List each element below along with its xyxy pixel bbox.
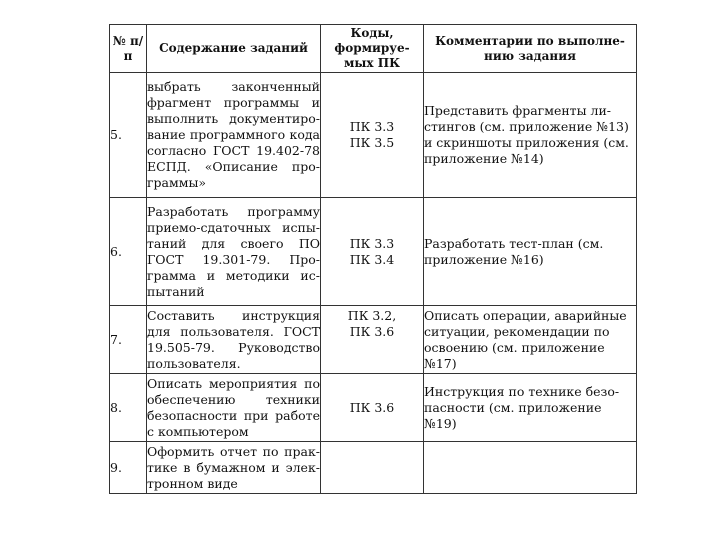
row-content: выбрать законченный фрагмент программы и выполнить документиро-вание программного кода согласно ГОСТ 19.402-78 ЕСПД. «Описание про-граммы» <box>147 73 321 198</box>
row-code: ПК 3.3 <box>349 119 395 134</box>
row-num: 8. <box>110 374 147 442</box>
row-content: Описать мероприятия по обеспечению техники безопасности при работе с компьютером <box>147 374 321 442</box>
row-content: Разработать программу приемо-сдаточных испы-таний для своего ПО ГОСТ 19.301-79. Про-грамма и методики ис-пытаний <box>147 198 321 306</box>
row-codes <box>321 306 424 374</box>
row-comment <box>424 442 637 494</box>
row-codes <box>321 73 424 198</box>
table-row <box>110 73 637 198</box>
row-num: 5. <box>110 73 147 198</box>
row-content: Составить инструкция для пользователя. ГОСТ 19.505-79. Руководство пользователя. <box>147 306 321 374</box>
row-num: 6. <box>110 198 147 306</box>
row-code: ПК 3.5 <box>349 135 395 150</box>
row-num: 7. <box>110 306 147 374</box>
table-header-row <box>110 25 637 73</box>
row-code: ПК 3.3 <box>349 235 395 251</box>
row-comment: Описать операции, аварийные ситуации, рекомендации по освоению (см. приложение №17) <box>424 306 637 374</box>
row-code: ПК 3.6 <box>349 399 395 415</box>
table-row <box>110 374 637 442</box>
row-code: ПК 3.6 <box>349 324 395 339</box>
row-comment: Разработать тест-план (см. приложение №16) <box>424 198 637 306</box>
row-code: ПК 3.4 <box>349 251 395 267</box>
table-row <box>110 198 637 306</box>
table-row <box>110 442 637 494</box>
row-codes <box>321 442 424 494</box>
row-comment: Инструкция по технике безо-пасности (см. приложение №19) <box>424 374 637 442</box>
header-num: № п/п <box>110 25 147 73</box>
header-codes: Коды, формируе-мых ПК <box>321 25 424 73</box>
table-row <box>110 306 637 374</box>
row-num: 9. <box>110 442 147 494</box>
row-codes <box>321 198 424 306</box>
row-code: ПК 3.2, <box>347 308 397 323</box>
header-content: Содержание заданий <box>147 25 321 73</box>
row-comment: Представить фрагменты ли-стингов (см. приложение №13) и скриншоты приложения (см. приложение №14) <box>424 73 637 198</box>
tasks-table <box>109 24 637 494</box>
row-content: Оформить отчет по прак-тике в бумажном и элек-тронном виде <box>147 442 321 494</box>
row-codes <box>321 374 424 442</box>
header-comment: Комментарии по выполне-нию задания <box>424 25 637 73</box>
